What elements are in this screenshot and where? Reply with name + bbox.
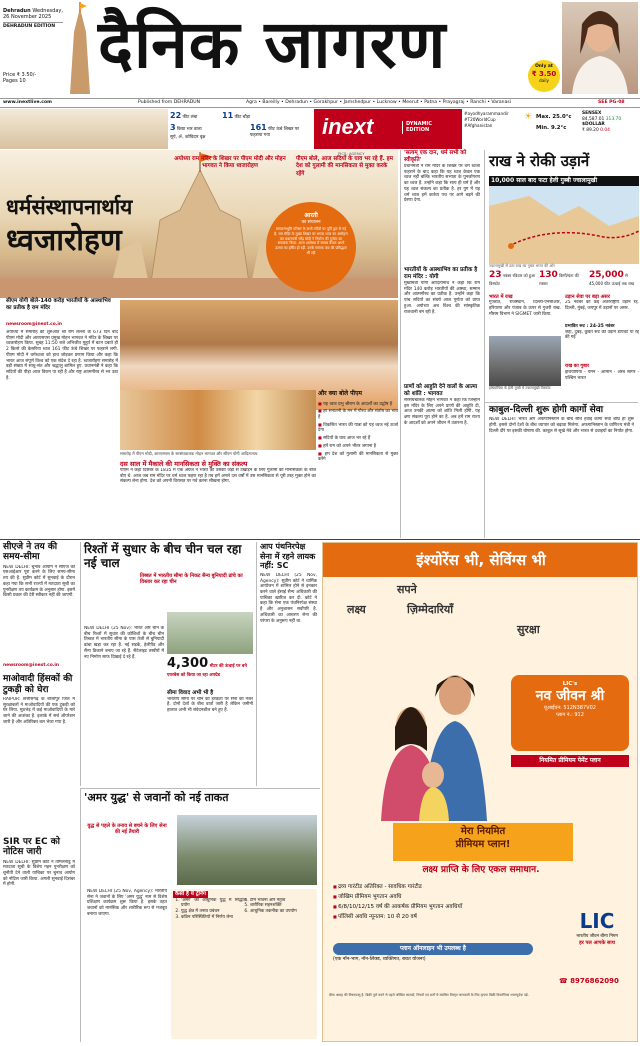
- macaulay-head: दस साल में मैकाले की मानसिकता से मुक्ति का संकल्प: [120, 460, 248, 468]
- price-info: [3, 72, 63, 85]
- ash-flights-head: उड़ान सेवा पर बड़ा असर: [565, 294, 610, 300]
- only-at-price: ₹ 3.50: [531, 69, 557, 78]
- model-photo: [562, 2, 638, 94]
- amar-point: 1. 'अमर' का आधुनिक युद्ध में सिद्धांत प्रयोग: [181, 898, 246, 909]
- stat-text: फीट चौड़ा: [234, 115, 251, 120]
- ash-map-caption: ज्वालामुखी से उठा राख का गुबार भारत की ओर: [489, 263, 555, 268]
- amar-point: 4. टीम भावना और नेतृत्व: [250, 898, 315, 904]
- ad-word: लक्ष्य: [347, 603, 366, 616]
- masthead: [0, 0, 640, 98]
- tibet-box: [167, 690, 253, 784]
- pm-said-point: ■ हर सनातनी के मन में गौरव और संतोष का भाव है: [318, 408, 398, 420]
- ash-affected-head: प्रभावित रूट : 24-25 नवंबर: [565, 324, 615, 330]
- ash-india-head: भारत में राख: [489, 294, 513, 300]
- ash-headline: राख ने रोकी उड़ानें: [489, 152, 590, 170]
- city-item: Agra: [246, 100, 257, 105]
- ash-stat-text: किमी/घंटा की रफ्तार: [539, 273, 579, 287]
- city-item: Jamshedpur: [343, 100, 371, 105]
- pm-said-point: ■ सदियों के घाव आज भर रहे हैं: [318, 435, 398, 442]
- weather: [524, 112, 580, 131]
- mid-yogi-head: भारतीयों के आस्थाभिव का प्रतीक है राम मंदिर : योगी: [404, 266, 478, 280]
- ad-top-banner: इंश्योरेंस भी, सेविंग्स भी: [323, 543, 638, 577]
- stat-number: 22: [170, 111, 182, 120]
- city-item: Meerut: [402, 100, 419, 105]
- ash-stat-num: 25,000: [589, 270, 624, 280]
- family-photo: [363, 655, 499, 821]
- volcano-photo: [489, 336, 561, 386]
- dollar-change: 0.04: [600, 127, 610, 133]
- amar-head: 'अमर युद्ध' से जवानों को नई ताकत: [84, 791, 229, 804]
- photo-credit: PICS: AGENCY: [338, 151, 365, 156]
- stats-note: सूर्य, ॐ, कोविदार वृक्ष: [170, 135, 206, 140]
- city-item: Lucknow: [376, 100, 397, 105]
- ad-mid-line: लक्ष्य प्राप्ति के लिए एकल समाधान.: [422, 865, 540, 875]
- temple-spire-illustration: [64, 2, 96, 94]
- sensex-label: SENSEX: [582, 111, 602, 116]
- army-story: [256, 542, 320, 786]
- amar-yudh-story: [80, 788, 320, 1042]
- hashtag[interactable]: #T20WorldCup: [464, 117, 496, 122]
- inext-logo-block: [314, 109, 462, 149]
- lic-sub: भारतीय जीवन बीमा निगम: [576, 934, 618, 939]
- tibet-num: 4,300: [167, 656, 209, 671]
- ad-feature: ■ पॉलिसी अवधि न्यूनतम: 10 से 20 वर्ष: [333, 913, 553, 922]
- date: 26 November 2025: [3, 14, 52, 21]
- ad-phone[interactable]: [559, 977, 635, 986]
- ad-word: ज़िम्मेदारियाँ: [407, 603, 454, 616]
- pm-said-point: ■ विकसित भारत की यात्रा को यह ध्वज नई ऊर्जा देगा: [318, 422, 398, 434]
- map-illustration: [489, 186, 639, 264]
- edition: DEHRADUN EDITION: [3, 22, 63, 30]
- ash-route-body: इथियोपिया - यमन - ओमान - अरब सागर - पश्चिम भारत: [565, 369, 639, 381]
- ad-plan-uin: यूआईएन: 512N387V02: [544, 705, 596, 712]
- see-page[interactable]: SEE PG-08: [598, 100, 625, 105]
- sensex-change: 313.70: [605, 116, 622, 122]
- cji-head: सीएजे ने तय की समय-सीमा: [3, 542, 58, 563]
- ash-flights-box: [565, 294, 639, 362]
- price: Price ₹ 3.50/-: [3, 72, 37, 78]
- mid-bhagwat-head: प्राणों को आहुति देने वालों के आत्मा को शांति : भागवत: [404, 383, 478, 397]
- ash-route-head: राख का गुबार: [565, 364, 590, 369]
- sir-body: NEW DELHI: सुप्रीम कोर्ट ने तमिलनाडु में मतदाता सूची के विशेष गहन पुनरीक्षण को चुनौती देने वाली याचिका पर चुनाव आयोग को नोटिस जारी किया. अगली सुनवाई दिसंबर में होगी.: [3, 859, 75, 888]
- tibet-map-photo: [167, 612, 253, 654]
- macaulay-panel: [120, 460, 316, 536]
- markets: [582, 111, 638, 133]
- army-head: आप पंथनिरपेक्ष सेना में रहने लायक नहीं: SC: [260, 542, 316, 571]
- lic-advertisement[interactable]: [322, 542, 638, 1042]
- ad-feature: ■ 6/8/10/12/15 वर्ष की आकर्षक प्रीमियम भुगतान अवधियाँ: [333, 903, 553, 912]
- section-divider: [0, 539, 640, 540]
- stat-text: किग्रा भार वाला: [176, 127, 202, 132]
- ash-map: [489, 186, 639, 264]
- aarti-subtitle: का संचालन: [301, 219, 321, 225]
- sir-head: SIR पर EC को नोटिस जारी: [3, 836, 60, 858]
- aarti-text: रामजन्मभूमि परिसर के सभी मंदिरों पर पूर्ति द्वार से गई है. राम मंदिर के मुख्य शिखर पर भगवा ध्वज का आरोहण कर प्रधानमंत्री नरेंद्र मोदी ने निर्माण की पूर्णता का सफलता किया. आज अयोध्या में सम्पन्न केवल अपने उत्सव का हर्षित हो रही. उनके मस्तक जय की प्रसिद्धता भी रही: [274, 227, 348, 255]
- tibet-box-body: भारतीय सीमा पर चीन की हरकतों पर सेना की नजर है. दोनों देशों के बीच वार्ता जारी है लेकिन जमीनी हालात अभी भी संवेदनशील बने हुए हैं.: [167, 696, 253, 714]
- ad-plan-circle: [511, 675, 629, 751]
- pm-said-head: और क्या बोले पीएम: [318, 390, 363, 397]
- amar-box-head: कैसी है ये ट्रेनिंग: [175, 891, 206, 897]
- amar-body: NEW DELHI (25 Nov, Agency): भारतीय सेना ने जवानों के लिए 'अमर युद्ध' नाम से विशेष प्रशिक्षण कार्यक्रम शुरू किया है. इसके तहत जवानों को मानसिक और शारीरिक रूप से मजबूत बनाया जाएगा.: [87, 889, 167, 917]
- pages: Pages 10: [3, 78, 26, 85]
- stat-text: फीट ऊंचे शिखर पर: [268, 127, 300, 132]
- pm-said-point: ■ हमें राम को अपने भीतर जगाना है: [318, 443, 398, 450]
- maoist-head: माओवादी हिंसकों की टुकड़ी को घेरा: [3, 674, 73, 695]
- inext-logo: inext: [322, 114, 374, 139]
- ad-online[interactable]: प्लान ऑनलाइन भी उपलब्ध है: [333, 943, 533, 955]
- kabul-story: [484, 402, 638, 538]
- top-left-temple-photo: [64, 2, 96, 94]
- tibet-box-head: सीमा विवाद अभी भी है: [167, 690, 214, 696]
- hashtag[interactable]: #Afghanistan: [464, 123, 493, 128]
- published-from: Published from DEHRADUN: [138, 100, 201, 105]
- kabul-body: NEW DELHI: भारत और अफगानिस्तान के बीच सीधे हवाई कार्गो सेवा शीघ्र ही शुरू होगी. इससे दोनों देशों के बीच व्यापार को बढ़ावा मिलेगा. अफगानिस्तान के वाणिज्य मंत्री ने दिल्ली दौरे पर इसकी घोषणा की. काबुल से सूखे मेवे और भारत से दवाइयों का निर्यात होगा.: [489, 417, 634, 434]
- ad-phone-number: 8976862090: [570, 977, 619, 985]
- soldiers-photo: [177, 815, 317, 885]
- ad-plan-name: नव जीवन श्री: [535, 687, 605, 704]
- stat-number: 11: [222, 111, 234, 120]
- hashtag[interactable]: #ayodhyarammandir: [464, 111, 509, 116]
- stat-number: 161: [250, 123, 267, 132]
- ram-mandir-stats-2: [250, 123, 310, 139]
- lead-quote: पीएम बोले, आज सदियों के घाव भर रहे हैं. हम देश को गुलामी की मानसिकता से मुक्त करके रहेंगे: [296, 156, 393, 177]
- pm-said-box: [318, 390, 398, 536]
- tibet-num-text: मीटर की ऊंचाई पर बने एयरबेस को किया जा रहा अपग्रेड: [167, 664, 247, 679]
- amar-point: 6. आधुनिक तकनीक का उपयोग: [250, 909, 315, 915]
- ad-tag2: प्रीमियम प्लान!: [455, 838, 511, 850]
- city-item: Dehradun: [285, 100, 308, 105]
- amar-point: 5. शारीरिक सहनशक्ति: [250, 903, 315, 909]
- ash-stat-text: से 45,000 फीट ऊंचाई तक राख: [589, 273, 635, 287]
- amar-point: 2. युद्ध क्षेत्र में तनाव प्रबंधन: [181, 909, 246, 915]
- ash-stat-num: 23: [489, 270, 502, 280]
- city-list: Agra • Bareilly • Dehradun • Gorakhpur • Jamshedpur • Lucknow • Meerut • Patna • Prayagraj • Ranchi • Varanasi: [246, 100, 512, 105]
- newspaper-title: दैनिक जागरण: [98, 5, 447, 83]
- army-body: NEW DELHI (25 Nov, Agency): सुप्रीम कोर्ट ने धार्मिक आयोजन में शामिल होने से इनकार करने वाले ईसाई सैन्य अधिकारी की याचिका खारिज कर दी. कोर्ट ने कहा कि सेना एक पंथनिरपेक्ष संस्था है और अनुशासन सर्वोपरि है. अधिकारी का आचरण सेना की परंपरा के अनुरूप नहीं था.: [260, 572, 317, 624]
- only-at-daily: daily: [538, 78, 550, 84]
- tibet-head: रिश्तों में सुधार के बीच चीन चल रहा नई चाल: [84, 542, 242, 571]
- kabul-head: काबुल-दिल्ली शुरू होगी कार्गो सेवा: [489, 405, 604, 415]
- lead-kicker: धर्मसंस्थापनार्थाय: [6, 194, 133, 219]
- stats-note-2: फहराया गया: [250, 133, 270, 138]
- dollar-label: $DOLLAR: [582, 122, 605, 128]
- ash-affected-body: जेद्दा, दुबई, कुवैत रूट की उड़ानें डायवर्ट या रद्द की गईं: [565, 329, 639, 341]
- ad-plan-type: नियमित प्रीमियम पेमेंट प्लान: [511, 755, 629, 767]
- pm-said-point: ■ यह ध्वज प्रभु श्रीराम के आदर्शों का उद्घोष है: [318, 401, 398, 408]
- inext-dynamic: DYNAMIC: [406, 121, 432, 127]
- ash-subhead: 10,000 साल बाद फटा हेली गुब्बी ज्वालामुखी: [489, 176, 639, 186]
- mid-top-head: 'सत्यम् एक दान, धर्म सभी को स्वीकृति': [404, 150, 467, 163]
- amar-points: [173, 898, 315, 1028]
- mid-bhagwat-body: सरसंघचालक मोहन भागवत ने कहा कि जिन्होंने इस मंदिर के लिए अपने प्राणों की आहुति दी, आज उनकी आत्मा को शांति मिली होगी. यह क्षण संकल्प पूरा होने का है. अब हमें राम राज्य के आदर्शों को अपने जीवन में उतारना है.: [404, 397, 480, 426]
- ram-mandir-stats: [168, 111, 258, 147]
- city-item: Patna: [424, 100, 438, 105]
- edition-info: [3, 8, 63, 29]
- leaders-photo-caption: समारोह में पीएम मोदी, आरएसएस के सरसंघचालक मोहन भागवत और सीएम योगी आदित्यनाथ: [120, 451, 258, 456]
- weather-max: Max. 25.0°c: [536, 114, 572, 120]
- ash-stat-text: नवंबर रविवार को हुआ विस्फोट: [489, 273, 536, 287]
- temple-photo-left: [0, 109, 168, 149]
- news-email: newsroom@inext.co.in: [6, 322, 63, 327]
- ash-flights-body: 25 नवंबर को कई अंतरराष्ट्रीय उड़ानें रद्द. दिल्ली, मुंबई, जयपुर में उड़ानों पर असर.: [565, 300, 639, 311]
- leaders-photo: [120, 390, 316, 450]
- maoist-body: RAIPUR: छत्तीसगढ़ के बीजापुर जिले में सुरक्षाबलों ने माओवादियों की एक टुकड़ी को घेर लिया. मुठभेड़ में कई माओवादियों के मारे जाने की आशंका है. इलाके में सर्च ऑपरेशन जारी है और अतिरिक्त बल भेजा गया है.: [3, 696, 75, 725]
- city-item: Gorakhpur: [313, 100, 338, 105]
- ash-stats: [489, 270, 639, 292]
- stat-number: 3: [170, 123, 176, 132]
- stat-text: फीट लंबा: [182, 115, 198, 120]
- inext-bar: [0, 109, 640, 149]
- tibet-subhead: तिब्बत में भारतीय सीमा के निकट सैन्य बुनियादी ढांचे का विस्तार कर रहा चीन: [140, 572, 243, 586]
- phone-icon: ☎: [559, 977, 568, 985]
- inext-edition: EDITION: [406, 127, 430, 134]
- cji-body: NEW DELHI: चुनाव आयोग ने सीएजे को एसआईआर पूरा करने के लिए समय-सीमा तय की है. सुप्रीम कोर्ट में सुनवाई के दौरान कहा गया कि सभी राज्यों में मतदाता सूची का पुनरीक्षण तय कार्यक्रम के अनुसार होगा. इसमें किसी प्रकार की देरी स्वीकार नहीं की जाएगी.: [3, 564, 75, 599]
- ad-plan-brand: LIC's: [562, 681, 578, 687]
- volcano-caption: इथियोपिया के हेली गुब्बी में ज्वालामुखी विस्फोट: [489, 386, 551, 390]
- weekday: Wednesday,: [32, 8, 63, 14]
- publication-strip: [0, 98, 640, 108]
- lic-logo-block: [559, 909, 635, 969]
- ad-features: [333, 883, 553, 923]
- mid-top-body: प्रधानमंत्री ने राम मंदिर के शिखर पर धर्म ध्वजा फहराने के बाद कहा कि यह ध्वज केवल एक ध्वज नहीं बल्कि भारतीय सभ्यता के पुनर्जागरण का ध्वज है. उन्होंने कहा कि सत्य ही धर्म है और यह ध्वज संकल्प का प्रतीक है. हर युग में यह धर्म ध्वज हमें कर्तव्य पथ पर आगे बढ़ने की प्रेरणा देगा.: [404, 163, 480, 204]
- city-item: Prayagraj: [442, 100, 465, 105]
- ash-india-body: गुजरात, राजस्थान, दिल्ली-एनसीआर, हरियाणा और पंजाब के ऊपर से गुजरी राख. मौसम विभाग ने SIGMET जारी किया.: [489, 300, 561, 317]
- city-item: Ranchi: [470, 100, 486, 105]
- macaulay-body: पीएम ने कहा दिसंबर के 1835 में एक अंग्रेज ने भारत को उसकी जड़ों से उखाड़ने के लिए गुलामी की मानसिकता के बीज बोए थे. आज जब राम मंदिर पर धर्म ध्वज फहरा रहा है तब हमें अगले दस वर्षों में उस मानसिकता से पूरी तरह मुक्त होने का संकल्प लेना होगा. देश को अपनी विरासत पर गर्व करना सीखना होगा.: [120, 468, 316, 485]
- city: Dehradun: [3, 8, 31, 14]
- amar-subhead: युद्ध से पहले के तनाव से बचने के लिए सेना की नई तैयारी: [87, 823, 167, 836]
- only-at-label: Only at: [535, 64, 553, 69]
- lead-body: अयोध्या में समारोह की शुरुआत श्री राम लल्ला के 673 दिन बाद पीएम मोदी और आरएसएस प्रमुख मोहन भागवत ने मंदिर के शिखर पर ध्वजारोहण किया. सुबह 11:50 बजे अभिजीत मुहूर्त में बटन दबाते ही 2 किलो की केसरिया ध्वज 161 फीट ऊंचे शिखर पर फहराने लगी. पीएम मोदी ने धर्मध्वजा को हाथ जोड़कर प्रणाम किया और कहा कि भारत आज संपूर्ण विश्व को एक संदेश दे रहा है. ध्वजारोहण समारोह में बड़ी संख्या में साधु-संत और श्रद्धालु शामिल हुए. प्रधानमंत्री ने कहा कि सदियों की पीड़ा आज विराम पा रही है और राष्ट्र आत्मगौरव से भर उठा है.: [6, 330, 118, 381]
- dollar-value: ₹ 89.20: [582, 127, 599, 133]
- ad-feature: ■ जोखिम प्रीमियम भुगतान अवधि: [333, 893, 553, 902]
- only-at-badge: [528, 60, 560, 92]
- family-illustration: [363, 655, 499, 821]
- weather-min: Min. 9.2°c: [536, 125, 567, 131]
- ad-word: सुरक्षा: [517, 623, 540, 636]
- lead-story: [0, 150, 398, 538]
- sun-icon: ☀: [524, 112, 533, 122]
- mid-yogi-body: मुख्यमंत्री योगी आदित्यनाथ ने कहा कि राम मंदिर 140 करोड़ भारतीयों की आस्था, सम्मान और आत्मगौरव का प्रतीक है. उन्होंने कहा कि पांच सदियों का संघर्ष आज पूर्णता को प्राप्त हुआ. अयोध्या अब विश्व की सांस्कृतिक राजधानी बन रही है.: [404, 280, 480, 315]
- ad-word: सपने: [397, 583, 417, 596]
- lic-tagline: हर पल आपके साथ: [579, 939, 615, 946]
- tibet-number: [167, 656, 253, 679]
- hashtags: [464, 111, 524, 129]
- aarti-circle: [266, 202, 356, 292]
- tibet-story: [80, 542, 254, 786]
- middle-column: [400, 150, 480, 538]
- amar-box: [171, 889, 317, 1039]
- lower-col-1: [0, 542, 78, 1042]
- model-illustration: [562, 2, 638, 94]
- ash-india-box: [489, 294, 561, 334]
- ad-tag1: मेरा नियमित: [460, 826, 506, 837]
- ash-route-box: [565, 364, 639, 394]
- lead-subhead: अयोध्या राम मंदिर के शिखर पर पीएम मोदी और मोहन भागवत ने किया ध्वजारोहण: [174, 156, 286, 170]
- ad-plan-no: प्लान नं.: 912: [556, 711, 584, 718]
- ash-stat-num: 130: [539, 270, 558, 280]
- amar-point: 3. कठिन परिस्थितियों में निर्णय लेना: [181, 915, 246, 921]
- website-link[interactable]: www.inextlive.com: [3, 100, 52, 105]
- lic-logo: LIC: [579, 909, 615, 933]
- tibet-body: NEW DELHI (25 Nov): भारत और चीन के बीच रिश्तों में सुधार की कोशिशों के बीच चीन तिब्बत में भारतीय सीमा के पास तेजी से बुनियादी ढांचा खड़ा कर रहा है. नई सड़कें, हेलीपैड और सैन्य ठिकाने बनाए जा रहे हैं. सैटेलाइट तस्वीरों में नए निर्माण साफ दिखाई दे रहे हैं.: [84, 626, 164, 660]
- lead-photo-caption: सीएम योगी बोले-140 करोड़ भारतीयों के आस्थाभिव का प्रतीक है राम मंदिर: [6, 298, 111, 311]
- city-item: Bareilly: [262, 100, 280, 105]
- sensex-value: 84,587.01: [582, 116, 605, 122]
- ad-tagline: [393, 823, 573, 861]
- pm-said-list: [318, 401, 398, 531]
- cji-email: newsroom@inext.co.in: [3, 662, 60, 668]
- ad-fine-print: बीमा आग्रह की विषयवस्तु है. बिक्री पूर्ण करने से पहले जोखिम कारकों, नियमों एवं शर्तों से संबंधित विस्तृत जानकारी के लिए कृपया बिक्री विवरणिका ध्यानपूर्वक पढ़ें.: [329, 993, 529, 997]
- lead-headline: ध्वजारोहण: [6, 223, 122, 258]
- pm-said-point: ■ हम देश को गुलामी की मानसिकता से मुक्त करेंगे: [318, 451, 398, 463]
- ad-online-sub: (एक नॉन-भाग, नॉन-लिंक्ड, व्यक्तिगत, बचत योजना): [333, 957, 426, 962]
- city-item: Varanasi: [491, 100, 512, 105]
- ad-banner-words: [347, 583, 617, 657]
- ad-feature: ■ द्रव्य गारंटीड अतिरिक्त - सावधिक गारंटीड: [333, 883, 553, 892]
- aarti-title: आरती: [304, 212, 318, 219]
